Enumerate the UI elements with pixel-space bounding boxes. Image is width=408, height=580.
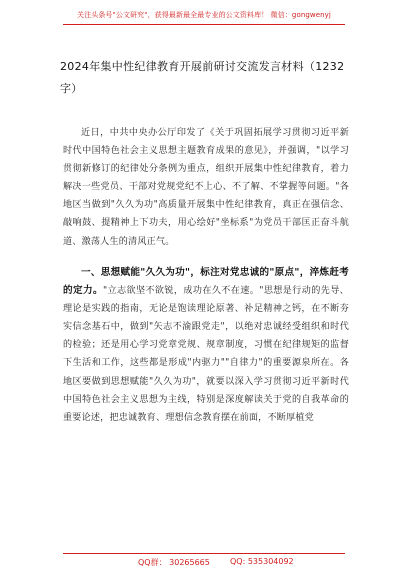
header-banner <box>0 0 408 30</box>
header-divider <box>63 24 345 25</box>
footer-divider <box>63 553 345 554</box>
footer-qq-group: QQ群： 30265665 <box>138 558 210 567</box>
document-title: 2024年集中性纪律教育开展前研讨交流发言材料（1232字） <box>60 60 345 95</box>
header-banner-text: 关注头条号"公文研究"，获得最新最全最专业的公文资料库！ 微信：gongwenyj <box>77 11 331 19</box>
paragraph-intro: 近日，中共中央办公厅印发了《关于巩固拓展学习贯彻习近平新时代中国特色社会主义思想主题教育成果的意见》，并强调，"以学习贯彻新修订的纪律处分条例为重点，组织开展集中性纪律教育，着力解决一些党员、干部对党规党纪不上心、不了解、不掌握等问题。"各地区当做到"久久为功"高质量开展集中性纪律教育，真正在强信念、敲响鼓、提精神上下功夫，用心绘好"坐标系"为党员干部匡正奋斗航道、激荡人生的清风正气。 <box>63 128 349 247</box>
footer <box>0 557 408 571</box>
section1-body: "立志欲坚不欲锐，成功在久不在速。"思想是行动的先导、理论是实践的指南，无论是饱读理论原著、补足精神之钙，在不断夯实信念基石中，做到"矢志不渝跟党走"，以绝对忠诚经受组织和时代的检验；还是用心学习党章党规、规章制度，习惯在纪律规矩的监督下生活和工作，这些都是形成"内驱力""自律力"的重要源泉所在。各地区要做到思想赋能"久久为功"，就要以深入学习贯彻习近平新时代中国特色社会主义思想为主线，特别是深度解读关于党的自我革命的重要论述，把忠诚教育、理想信念教育摆在前面，不断厚植党 <box>63 286 349 423</box>
section1-heading: 一、思想赋能"久久为功"，标注对党忠诚的"原点"，淬炼赶考的定力。 <box>63 267 349 297</box>
footer-qq-number: QQ: 535304092 <box>230 557 294 566</box>
paragraph-section1 <box>63 264 349 427</box>
